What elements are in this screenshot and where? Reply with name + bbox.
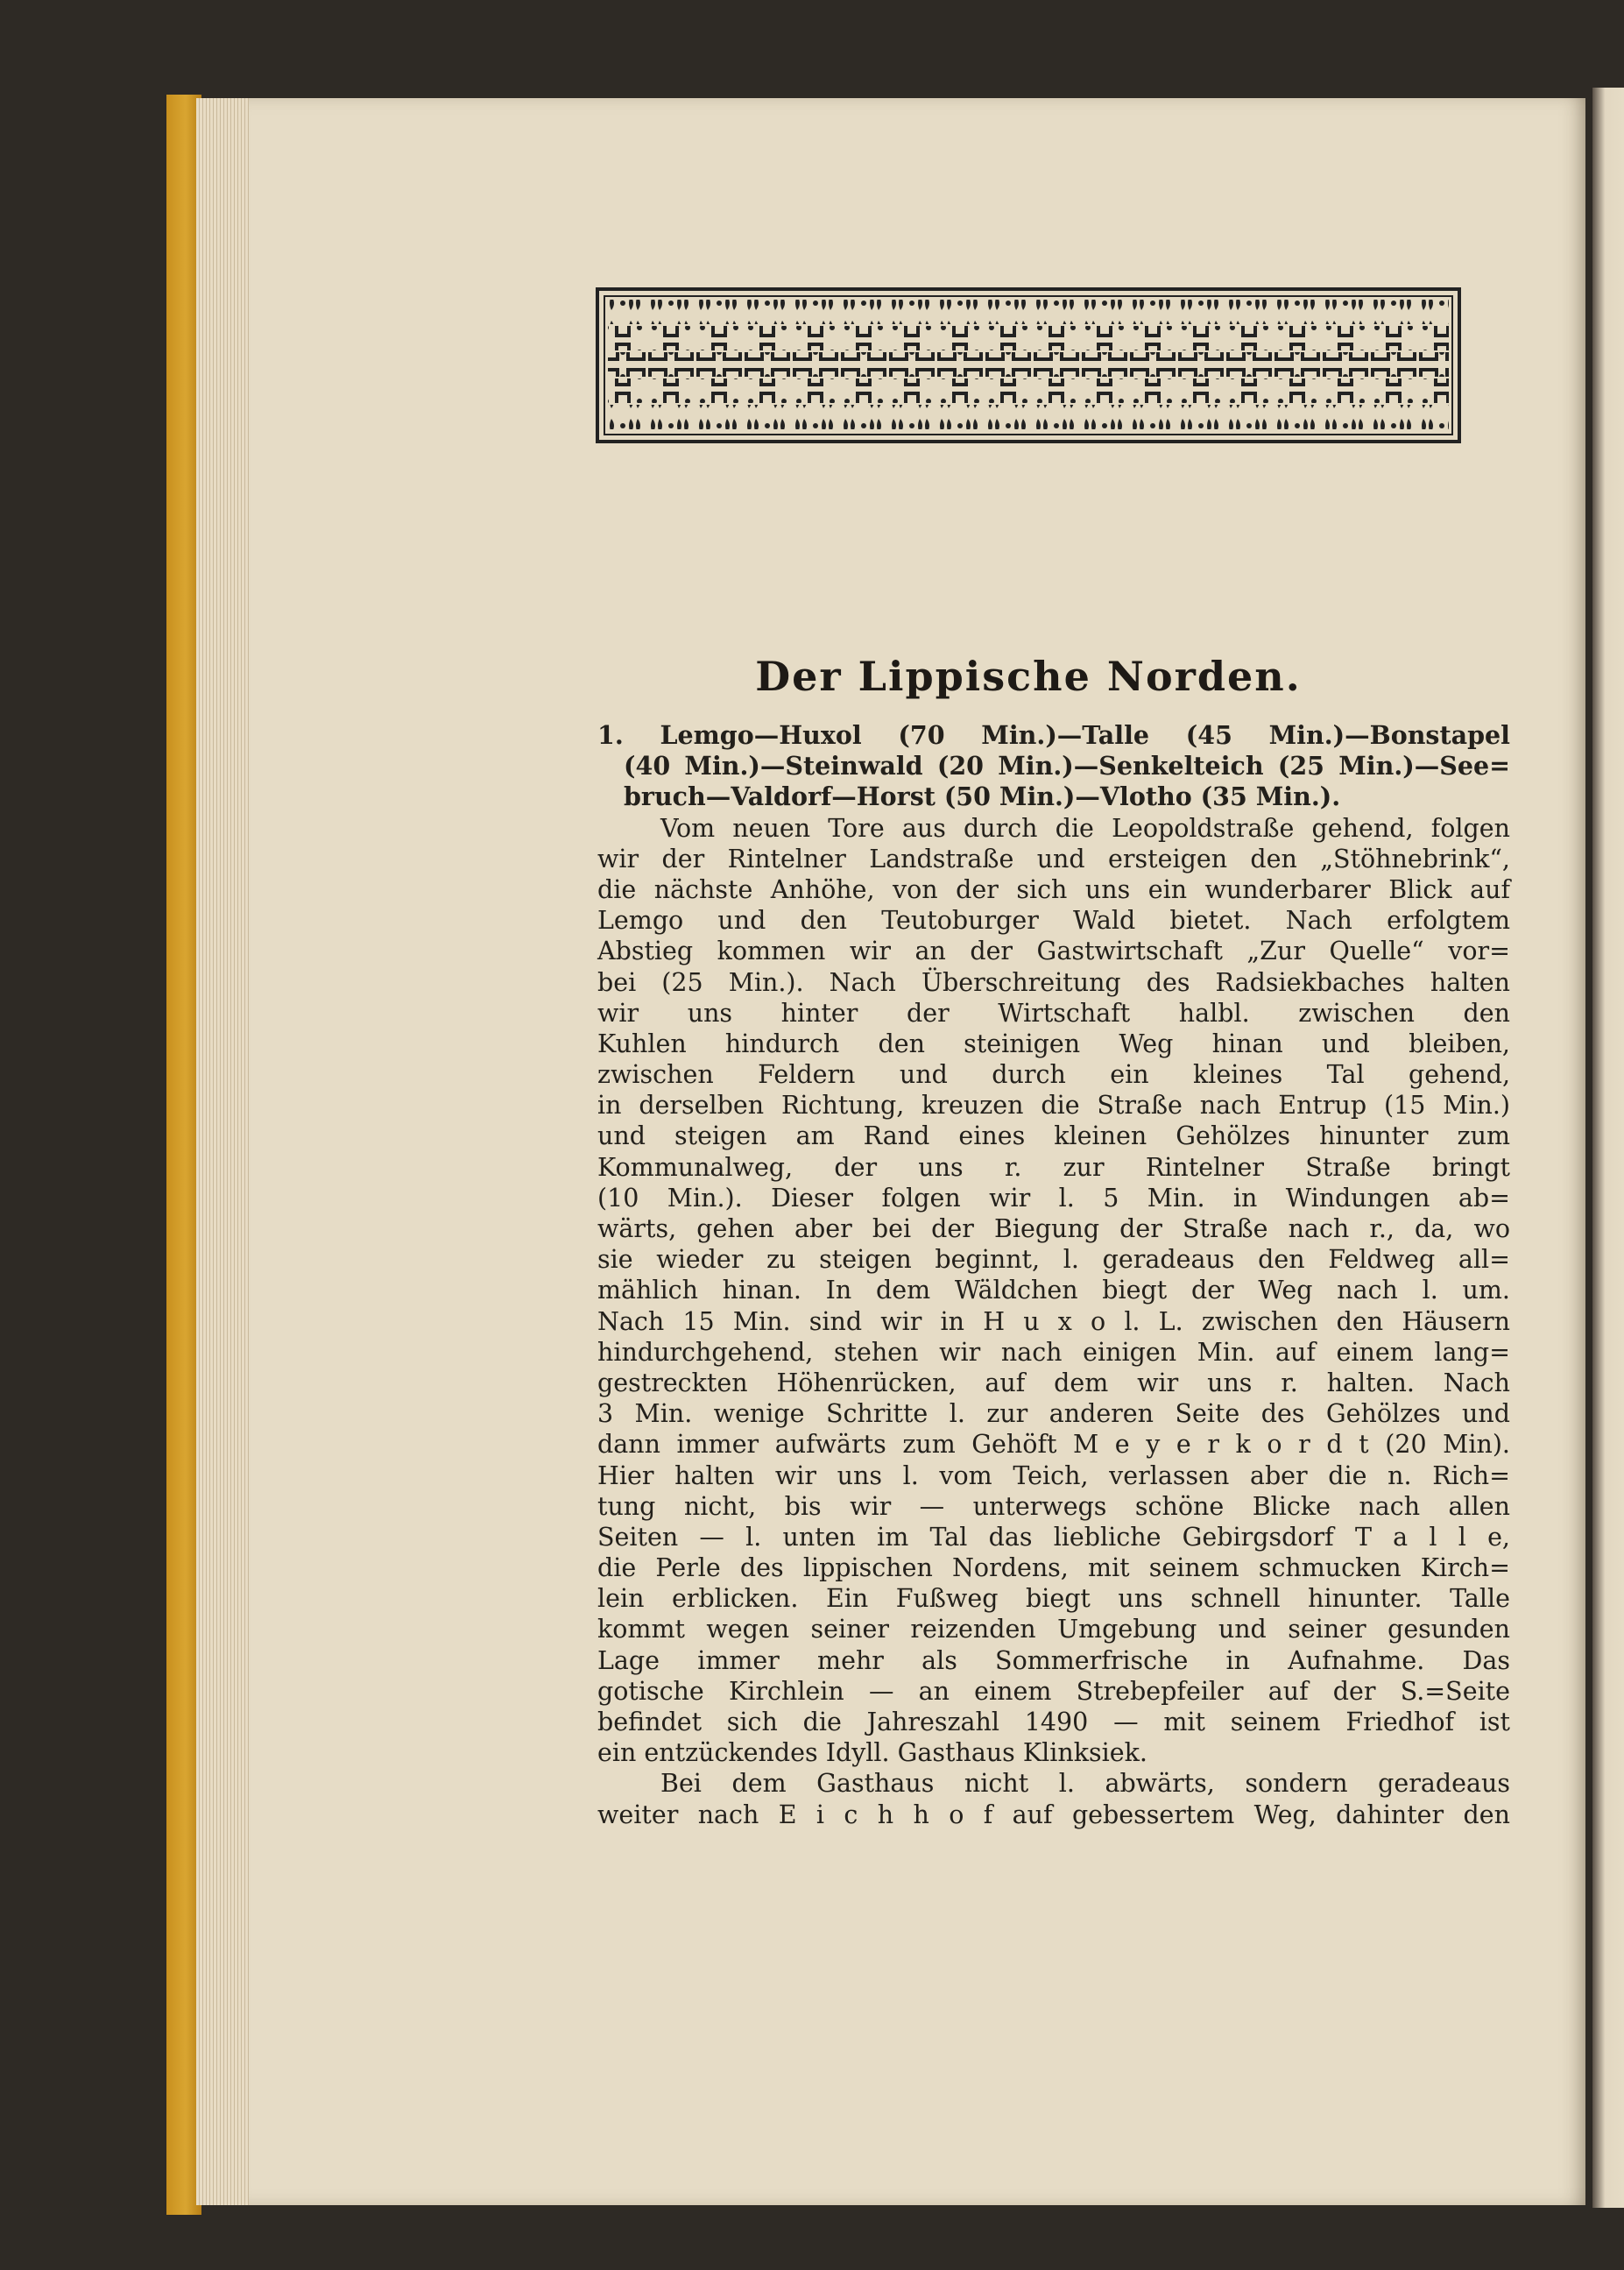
text-line: bei (25 Min.). Nach Überschreitung des Radsiekbaches halten — [597, 967, 1510, 997]
text-line: gotische Kirchlein — an einem Strebepfeiler auf der S.=Seite — [597, 1676, 1510, 1706]
chapter-heading: Der Lippische Norden. — [755, 653, 1302, 700]
text-line: und steigen am Rand eines kleinen Gehölzes hinunter zum — [597, 1121, 1510, 1151]
text-line: befindet sich die Jahreszahl 1490 — mit seinem Friedhof ist — [597, 1708, 1510, 1736]
text-line: Kommunalweg, der uns r. zur Rintelner Straße bringt — [597, 1152, 1510, 1182]
page-stack-edge — [196, 98, 249, 2205]
text-line: (10 Min.). Dieser folgen wir l. 5 Min. in Windungen ab= — [597, 1183, 1510, 1213]
text-line: Kuhlen hindurch den steinigen Weg hinan und bleiben, — [597, 1029, 1510, 1058]
body-text — [597, 720, 1510, 1830]
ornament-pattern — [599, 291, 1458, 440]
ornamental-border-band — [596, 287, 1461, 443]
text-line: Nach 15 Min. sind wir in H u x o l. L. zwischen den Häusern — [597, 1306, 1510, 1336]
text-line: kommt wegen seiner reizenden Umgebung und seiner gesunden — [597, 1615, 1510, 1644]
text-line: Lage immer mehr als Sommerfrische in Aufnahme. Das — [597, 1645, 1510, 1675]
route-line: (40 Min.)—Steinwald (20 Min.)—Senkelteich (25 Min.)—See= — [624, 751, 1510, 781]
text-line: Lemgo und den Teutoburger Wald bietet. Nach erfolgtem — [597, 906, 1510, 936]
text-line: Abstieg kommen wir an der Gastwirtschaft „Zur Quelle“ vor= — [597, 937, 1510, 966]
text-line: die Perle des lippischen Nordens, mit seinem schmucken Kirch= — [597, 1553, 1510, 1583]
text-line: Bei dem Gasthaus nicht l. abwärts, sondern geradeaus — [660, 1769, 1510, 1799]
text-line: hindurchgehend, stehen wir nach einigen Min. auf einem lang= — [597, 1337, 1510, 1367]
facing-page-edge — [1592, 88, 1624, 2208]
text-line: die nächste Anhöhe, von der sich uns ein wunderbarer Blick auf — [597, 874, 1510, 904]
text-line: Hier halten wir uns l. vom Teich, verlassen aber die n. Rich= — [597, 1460, 1510, 1490]
text-line: mählich hinan. In dem Wäldchen biegt der Weg nach l. um. — [597, 1276, 1510, 1305]
text-line: 3 Min. wenige Schritte l. zur anderen Seite des Gehölzes und — [597, 1399, 1510, 1429]
text-line: gestreckten Höhenrücken, auf dem wir uns r. halten. Nach — [597, 1368, 1510, 1397]
text-line: wir uns hinter der Wirtschaft halbl. zwischen den — [597, 998, 1510, 1028]
text-line: wir der Rintelner Landstraße und ersteigen den „Stöhnebrink“, — [597, 844, 1510, 873]
text-line: Seiten — l. unten im Tal das liebliche Gebirgsdorf T a l l e, — [597, 1522, 1510, 1552]
text-line: ein entzückendes Idyll. Gasthaus Klinksiek. — [597, 1738, 1147, 1768]
text-line: wärts, gehen aber bei der Biegung der Straße nach r., da, wo — [597, 1214, 1510, 1243]
text-line: tung nicht, bis wir — unterwegs schöne Blicke nach allen — [597, 1491, 1510, 1521]
text-line: sie wieder zu steigen beginnt, l. geradeaus den Feldweg all= — [597, 1245, 1510, 1275]
text-line: in derselben Richtung, kreuzen die Straße nach Entrup (15 Min.) — [597, 1091, 1510, 1121]
text-line: lein erblicken. Ein Fußweg biegt uns schnell hinunter. Talle — [597, 1584, 1510, 1614]
text-line: zwischen Feldern und durch ein kleines Tal gehend, — [597, 1060, 1510, 1090]
route-line: bruch—Valdorf—Horst (50 Min.)—Vlotho (35 Min.). — [624, 781, 1341, 812]
text-line: weiter nach E i c h h o f auf gebessertem Weg, dahinter den — [597, 1800, 1510, 1829]
route-line: 1. Lemgo—Huxol (70 Min.)—Talle (45 Min.)—Bonstapel — [597, 720, 1510, 750]
text-line: Vom neuen Tore aus durch die Leopoldstraße gehend, folgen — [660, 813, 1510, 843]
text-line: dann immer aufwärts zum Gehöft M e y e r k o r d t (20 Min). — [597, 1430, 1510, 1460]
